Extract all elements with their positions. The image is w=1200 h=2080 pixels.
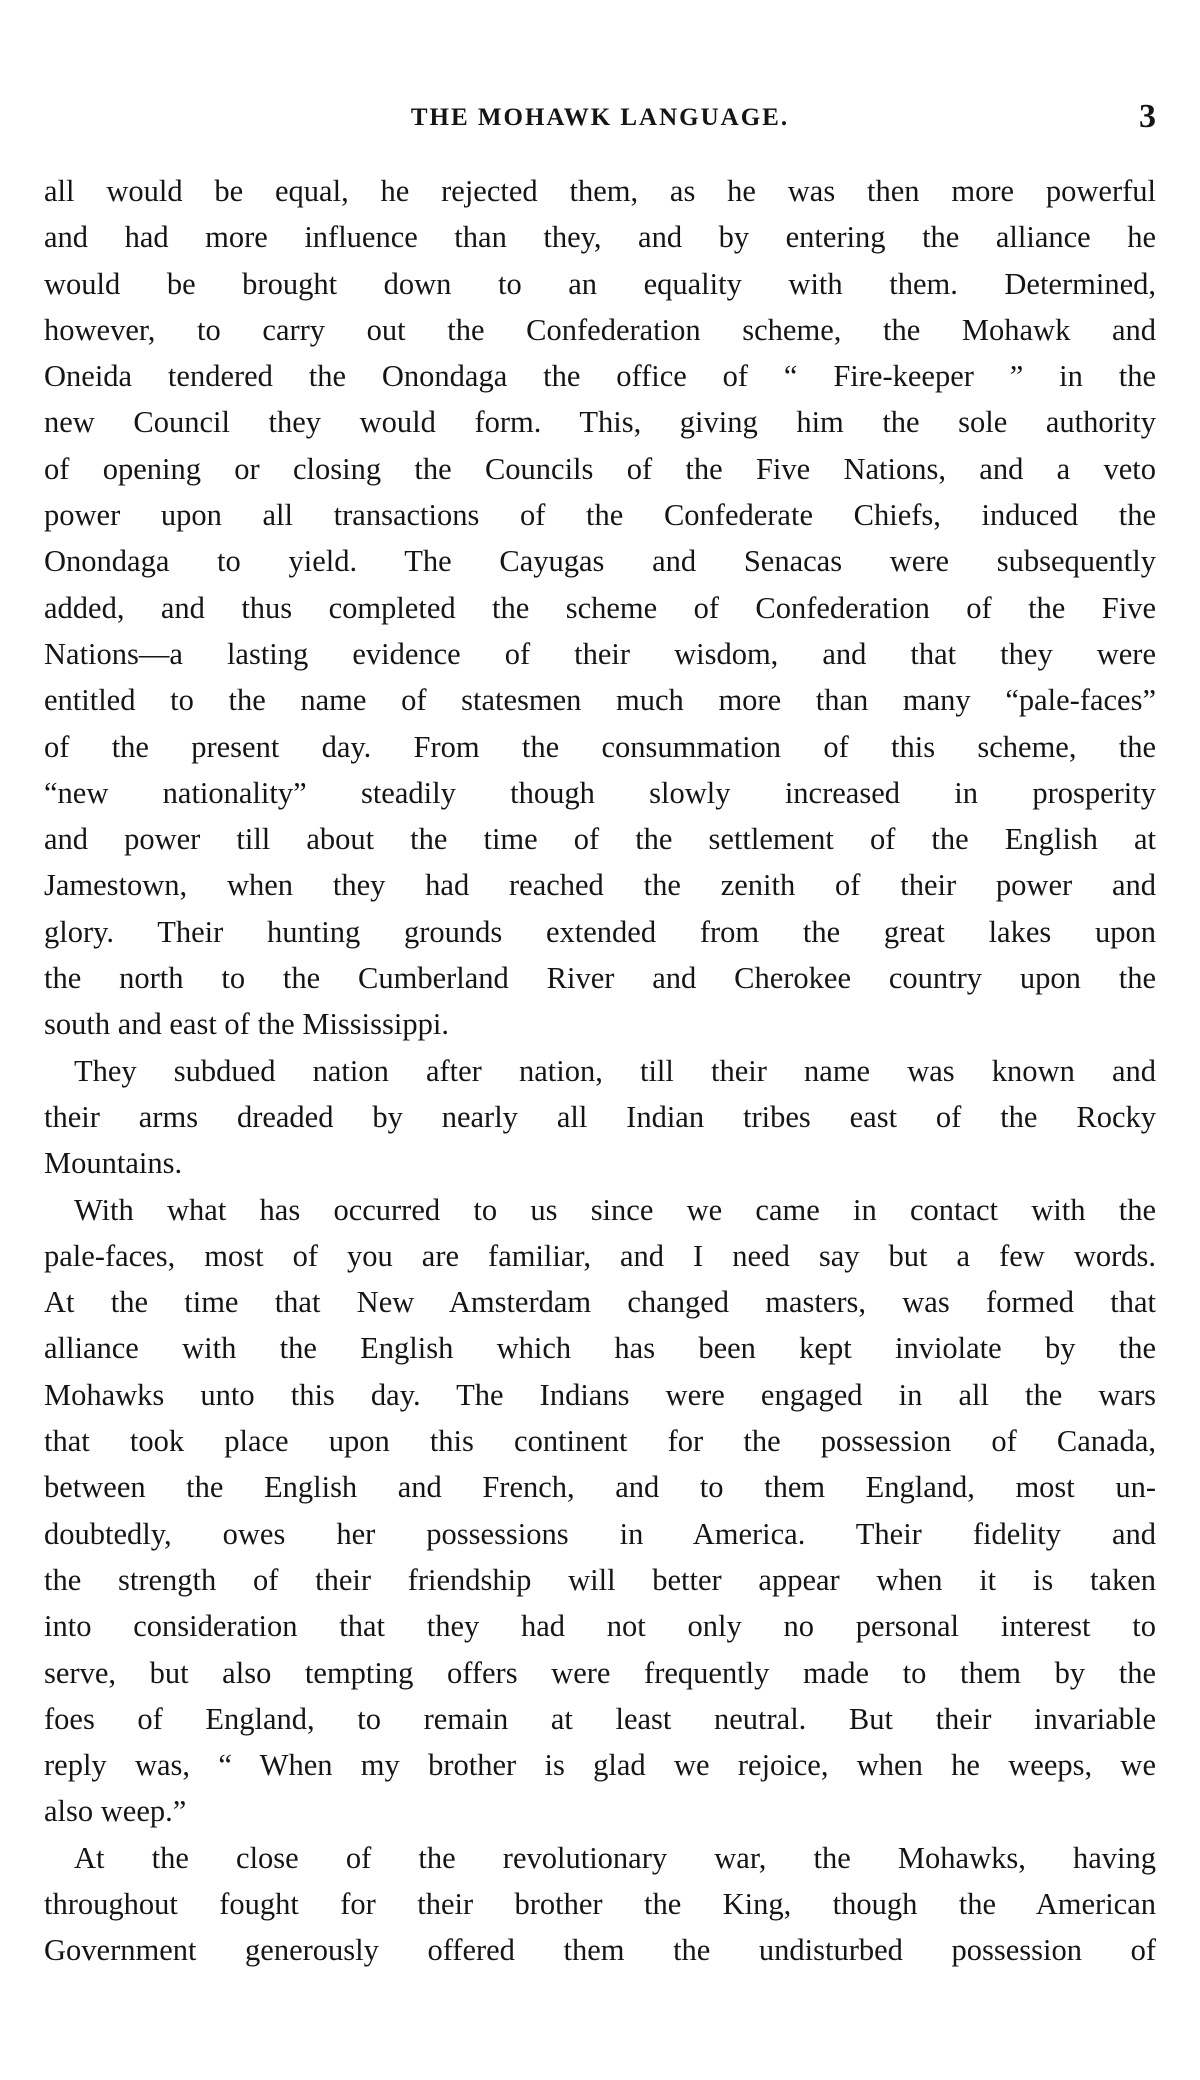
text-line: would be brought down to an equality with them. Determined, — [44, 266, 1156, 301]
text-line: Mohawks unto this day. The Indians were engaged in all the wars — [44, 1377, 1156, 1412]
text-line: of opening or closing the Councils of the Five Nations, and a veto — [44, 451, 1156, 486]
text-line: reply was, “ When my brother is glad we rejoice, when he weeps, we — [44, 1748, 1156, 1783]
text-line: south and east of the Mississippi. — [44, 1007, 449, 1042]
text-line: into consideration that they had not only no personal interest to — [44, 1609, 1156, 1644]
text-line: of the present day. From the consummation of this scheme, the — [44, 729, 1156, 764]
text-line: between the English and French, and to them England, most un- — [44, 1470, 1156, 1505]
text-line: Nations—a lasting evidence of their wisdom, and that they were — [44, 636, 1156, 671]
text-line: Onondaga to yield. The Cayugas and Senacas were subsequently — [44, 544, 1156, 579]
text-line: At the time that New Amsterdam changed masters, was formed that — [44, 1285, 1156, 1320]
text-line: With what has occurred to us since we came in contact with the — [74, 1192, 1156, 1227]
text-line: They subdued nation after nation, till their name was known and — [74, 1053, 1156, 1088]
text-line: Oneida tendered the Onondaga the office of “ Fire-keeper ” in the — [44, 359, 1156, 394]
text-line: pale-faces, most of you are familiar, and I need say but a few words. — [44, 1238, 1156, 1273]
text-line: the north to the Cumberland River and Cherokee country upon the — [44, 961, 1156, 996]
text-line: alliance with the English which has been kept inviolate by the — [44, 1331, 1156, 1366]
text-line: and power till about the time of the settlement of the English at — [44, 822, 1156, 857]
text-line: foes of England, to remain at least neutral. But their invariable — [44, 1701, 1156, 1736]
text-line: all would be equal, he rejected them, as he was then more powerful — [44, 174, 1156, 208]
text-line: Mountains. — [44, 1146, 183, 1181]
text-line: power upon all transactions of the Confederate Chiefs, induced the — [44, 498, 1156, 533]
text-line: entitled to the name of statesmen much more than many “pale-faces” — [44, 683, 1156, 718]
text-line: doubtedly, owes her possessions in America. Their fidelity and — [44, 1516, 1156, 1551]
text-line: “new nationality” steadily though slowly increased in prosperity — [44, 775, 1156, 810]
text-line: Government generously offered them the undisturbed possession of — [44, 1933, 1156, 1968]
text-line: also weep.” — [44, 1794, 187, 1829]
text-line: that took place upon this continent for the possession of Canada, — [44, 1424, 1156, 1459]
page-header — [44, 98, 1156, 142]
text-line: the strength of their friendship will better appear when it is taken — [44, 1562, 1156, 1597]
text-line: however, to carry out the Confederation scheme, the Mohawk and — [44, 312, 1156, 347]
text-line: their arms dreaded by nearly all Indian tribes east of the Rocky — [44, 1099, 1156, 1134]
running-title: THE MOHAWK LANGUAGE. — [410, 104, 790, 131]
text-line: serve, but also tempting offers were frequently made to them by the — [44, 1655, 1156, 1690]
text-line: new Council they would form. This, giving him the sole authority — [44, 405, 1156, 440]
body-text — [44, 168, 1156, 1974]
text-line: At the close of the revolutionary war, the Mohawks, having — [74, 1840, 1156, 1875]
text-line: glory. Their hunting grounds extended from the great lakes upon — [44, 914, 1156, 949]
text-line: and had more influence than they, and by entering the alliance he — [44, 220, 1156, 255]
text-line: Jamestown, when they had reached the zenith of their power and — [44, 868, 1156, 903]
page-number: 3 — [1139, 98, 1156, 135]
text-line: throughout fought for their brother the King, though the American — [44, 1886, 1156, 1921]
text-line: added, and thus completed the scheme of Confederation of the Five — [44, 590, 1156, 625]
